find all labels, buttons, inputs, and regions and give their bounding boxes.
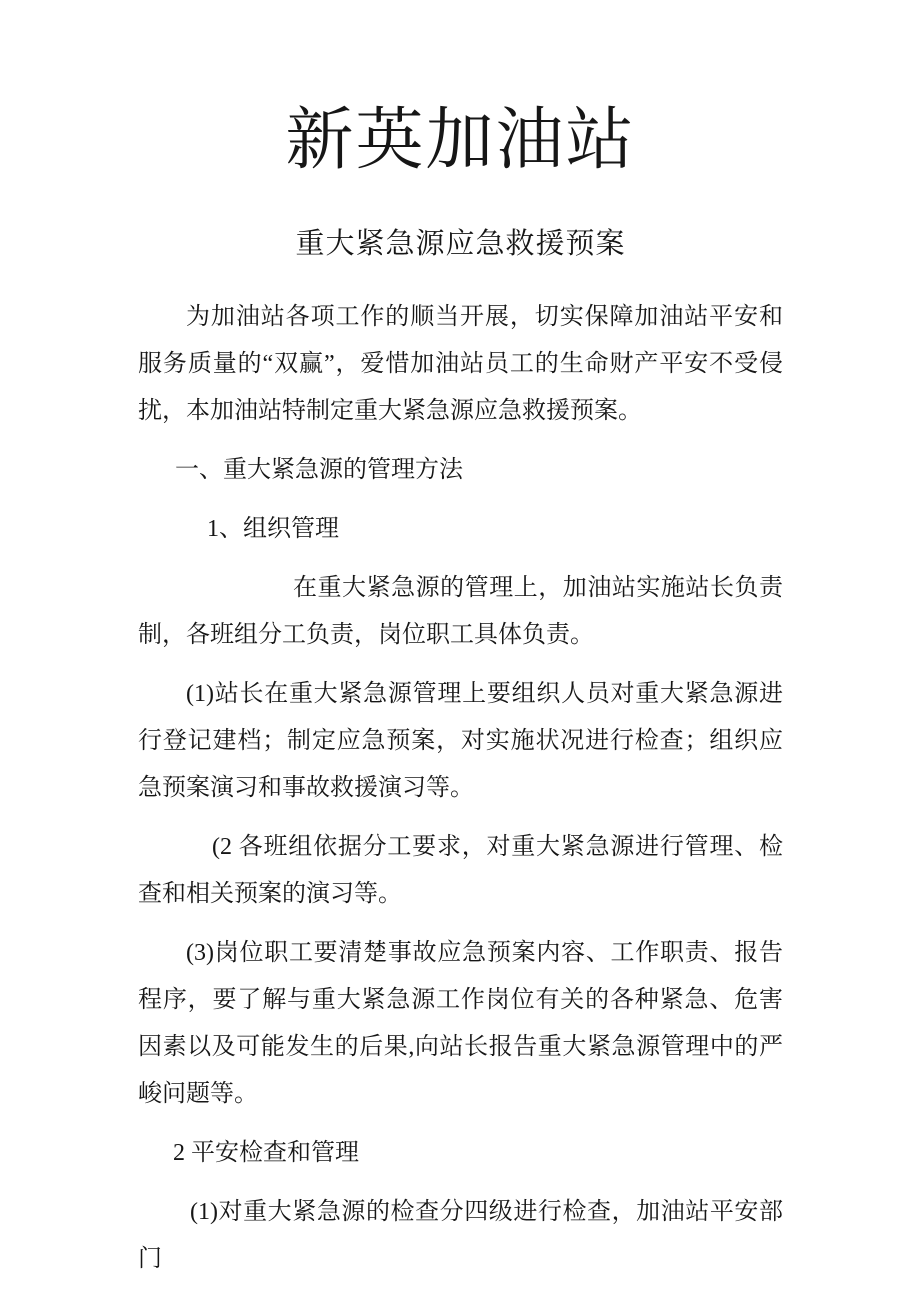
- subsection-heading-organization-management: 1、组织管理: [207, 516, 339, 542]
- section-heading-management-methods: 一、重大紧急源的管理方法: [175, 457, 463, 483]
- numbered-item-3-post-worker-duties: (3)岗位职工要清楚事故应急预案内容、工作职责、报告程序，要了解与重大紧急源工作岗位有关的各种紧急、危害因素以及可能发生的后果,向站长报告重大紧急源管理中的严峻问题等。: [138, 940, 783, 1107]
- document-subtitle: 重大紧急源应急救援预案: [295, 228, 626, 260]
- numbered-item-2-team-duties: (2 各班组依据分工要求，对重大紧急源进行管理、检查和相关预案的演习等。: [138, 834, 783, 907]
- numbered-item-1-four-level-inspection: (1)对重大紧急源的检查分四级进行检查，加油站平安部门: [138, 1199, 783, 1272]
- intro-paragraph: 为加油站各项工作的顺当开展，切实保障加油站平安和服务质量的“双赢”，爱惜加油站员工的生命财产平安不受侵扰，本加油站特制定重大紧急源应急救援预案。: [138, 304, 783, 424]
- paragraph-station-chief-responsibility: 在重大紧急源的管理上，加油站实施站长负责制，各班组分工负责，岗位职工具体负责。: [138, 575, 783, 648]
- document-title: 新英加油站: [285, 102, 636, 178]
- subsection-heading-safety-inspection: 2 平安检查和管理: [173, 1140, 359, 1166]
- numbered-item-1-station-chief-duties: (1)站长在重大紧急源管理上要组织人员对重大紧急源进行登记建档；制定应急预案，对实施状况进行检查；组织应急预案演习和事故救援演习等。: [138, 681, 783, 801]
